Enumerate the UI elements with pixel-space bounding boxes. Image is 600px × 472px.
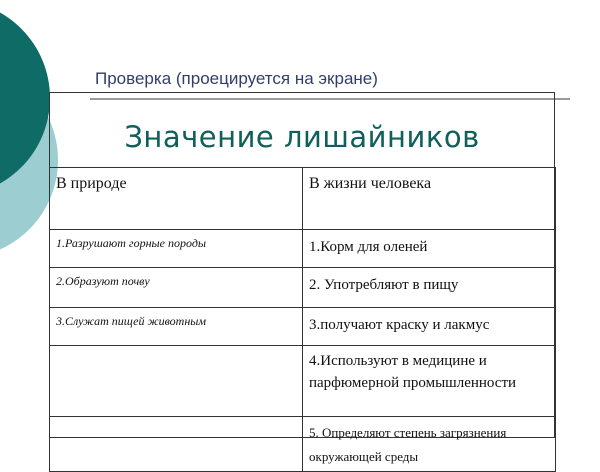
cell-nature <box>50 417 303 472</box>
slide-subtitle: Проверка (проецируется на экране) <box>95 69 378 88</box>
table-row <box>50 230 556 268</box>
lichen-table <box>49 167 556 472</box>
table-header-row <box>50 168 556 230</box>
table-row <box>50 268 556 308</box>
header-human: В жизни человека <box>303 168 556 230</box>
table-row <box>50 346 556 417</box>
cell-human: 5. Определяют степень загрязнения окружающей среды <box>303 417 556 472</box>
cell-nature: 2.Образуют почву <box>50 268 303 308</box>
cell-human: 3.получают краску и лакмус <box>303 308 556 346</box>
table-row <box>50 308 556 346</box>
cell-human: 1.Корм для оленей <box>303 230 556 268</box>
cell-human: 2. Употребляют в пищу <box>303 268 556 308</box>
cell-nature: 1.Разрушают горные породы <box>50 230 303 268</box>
cell-human: 4.Используют в медицине и парфюмерной промышленности <box>303 346 556 417</box>
table-row <box>50 417 556 472</box>
cell-nature <box>50 346 303 417</box>
slide-title: Значение лишайников <box>124 120 480 154</box>
cell-nature: 3.Служат пищей животным <box>50 308 303 346</box>
header-nature: В природе <box>50 168 303 230</box>
